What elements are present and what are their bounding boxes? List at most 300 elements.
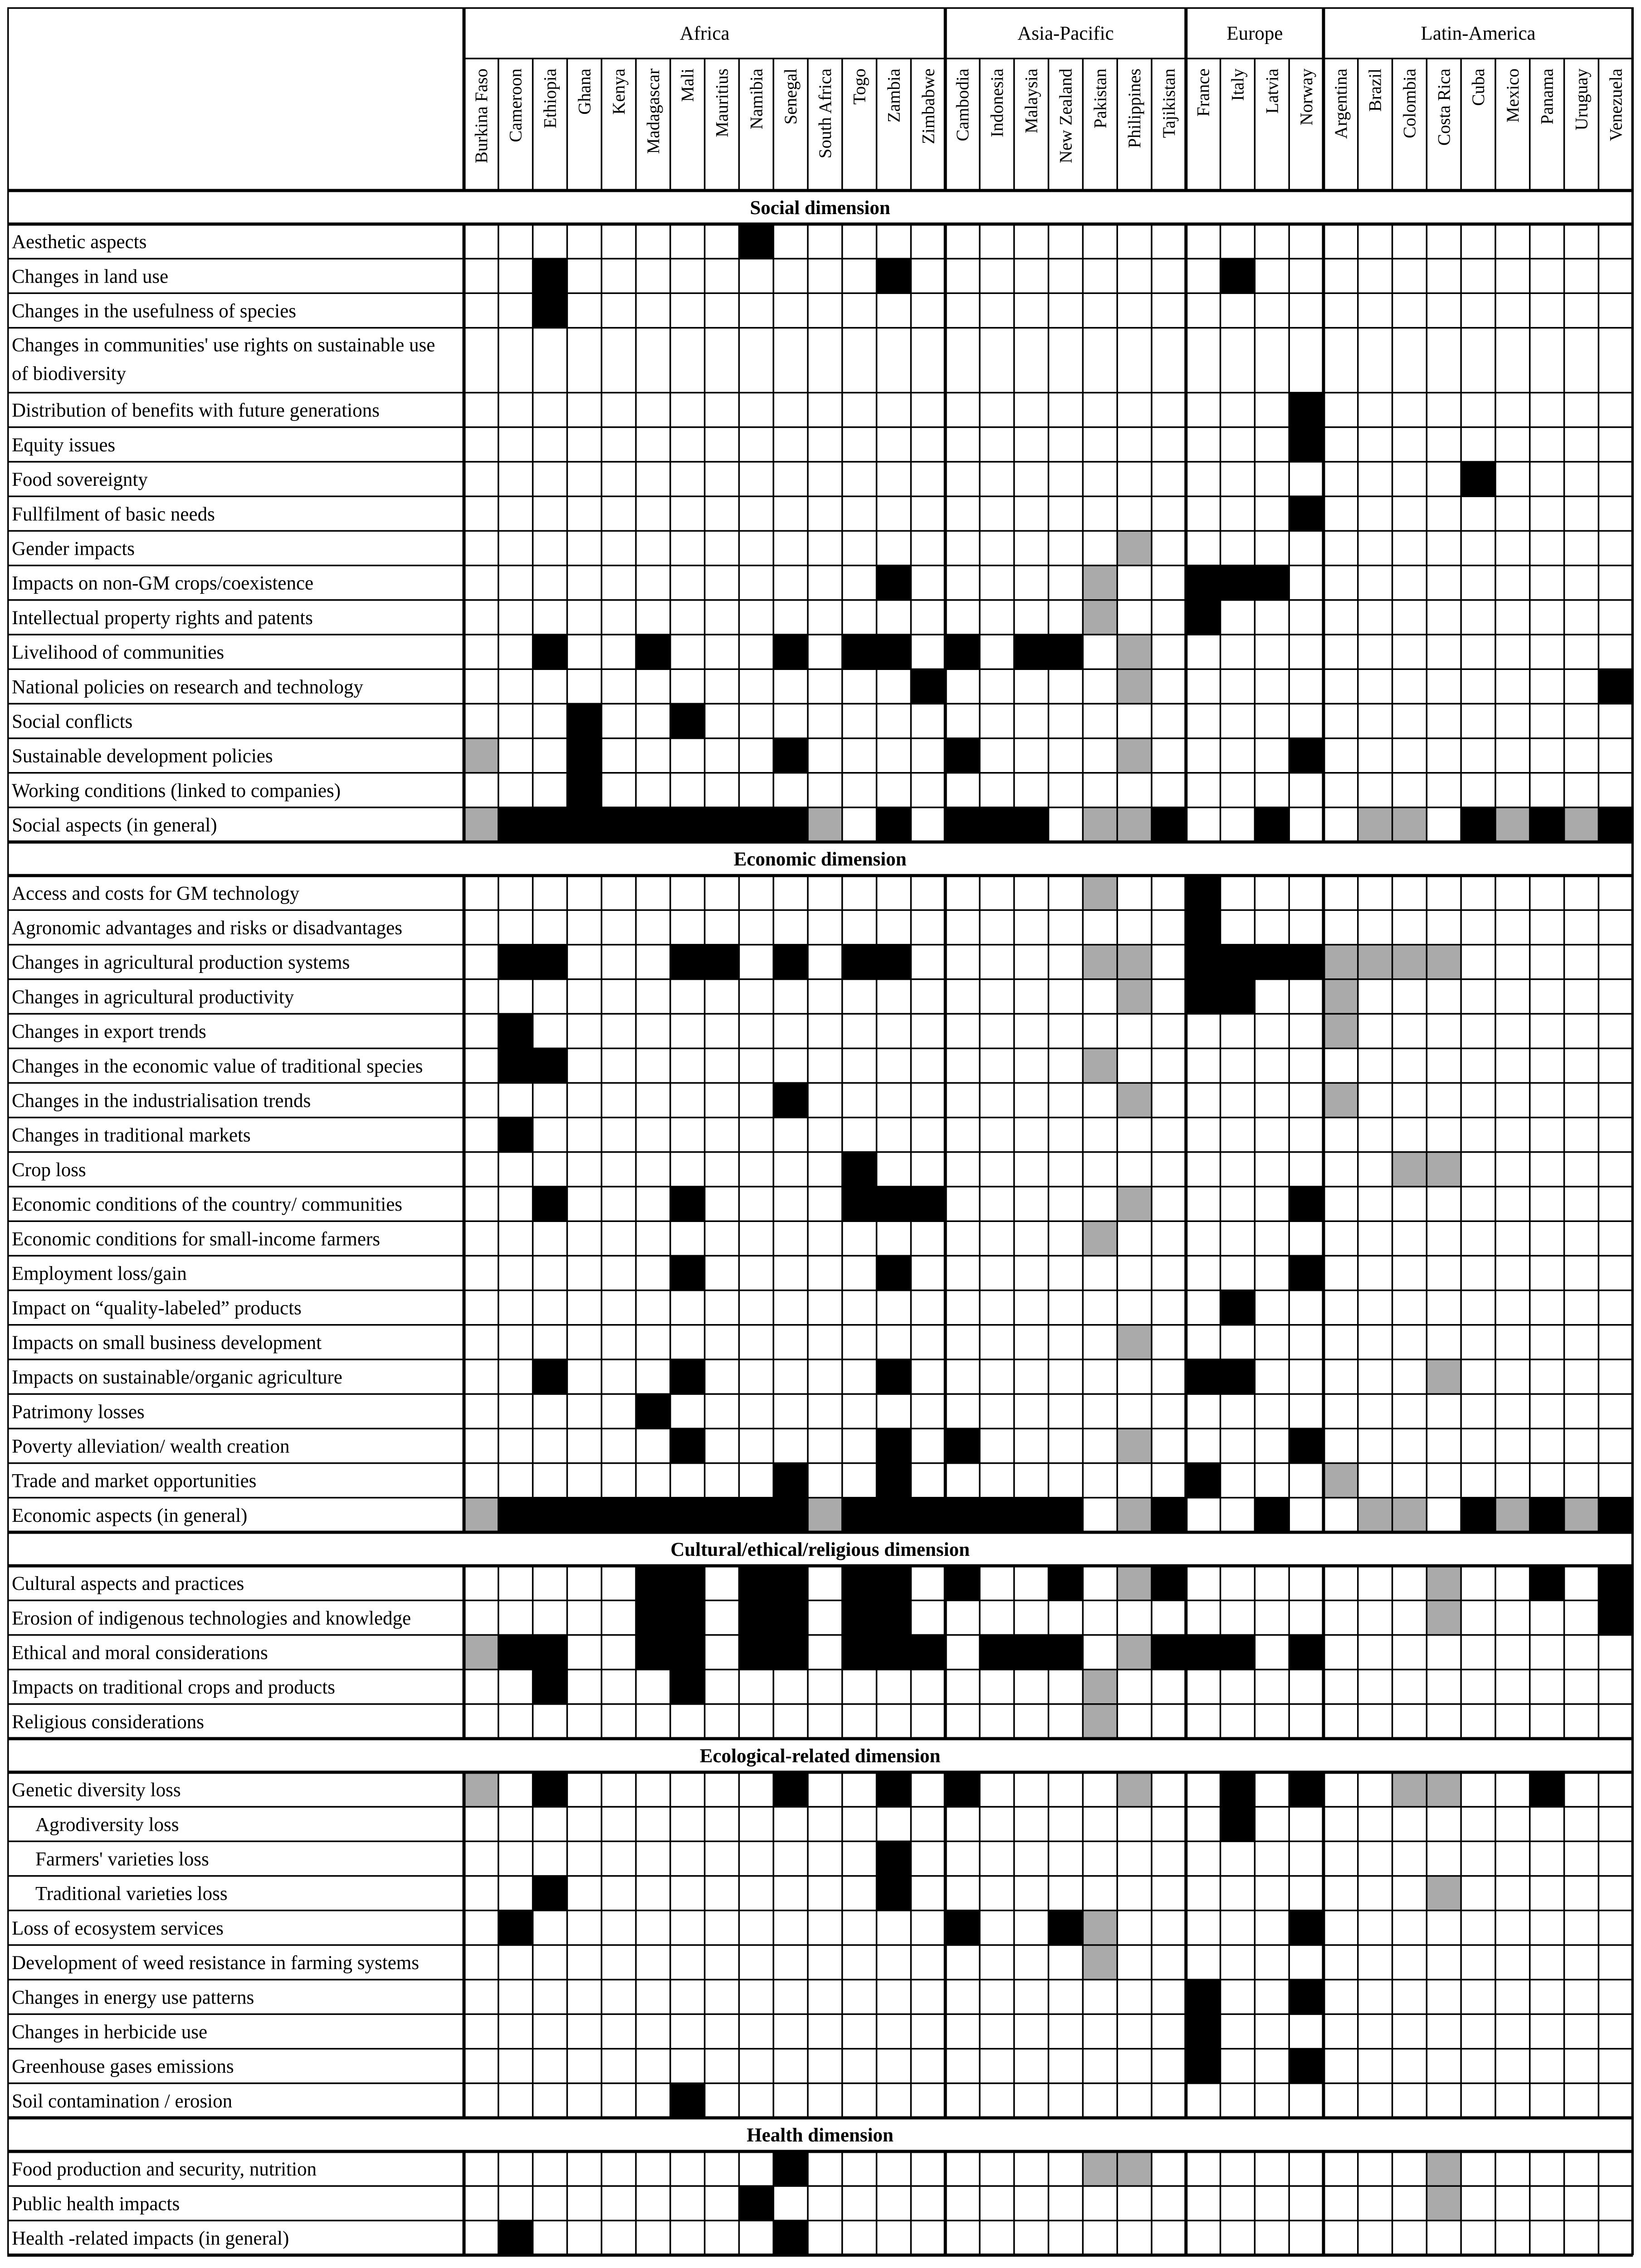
country-label: Venezuela (1606, 68, 1626, 142)
matrix-cell (945, 1772, 980, 1807)
matrix-cell (773, 1772, 808, 1807)
matrix-cell (1461, 1498, 1495, 1532)
matrix-cell (1117, 807, 1152, 842)
country-label: Mauritius (712, 68, 732, 137)
matrix-cell (877, 1772, 911, 1807)
row-label (12, 335, 435, 385)
matrix-cell (670, 704, 705, 738)
matrix-cell (877, 1463, 911, 1498)
matrix-cell (842, 1600, 877, 1635)
row-label: Agronomic advantages and risks or disadvantages (12, 917, 402, 939)
matrix-cell (842, 1187, 877, 1221)
matrix-cell (498, 1014, 533, 1048)
matrix-cell (567, 738, 601, 773)
row-label: Changes in traditional markets (12, 1124, 251, 1146)
matrix-cell (670, 1566, 705, 1600)
matrix-cell (877, 1841, 911, 1876)
matrix-cell (1255, 1498, 1289, 1532)
matrix-cell (1083, 807, 1117, 842)
row-label: Impact on “quality-labeled” products (12, 1297, 302, 1319)
matrix-cell (877, 1187, 911, 1221)
matrix-cell (1083, 1670, 1117, 1704)
matrix-cell (636, 1600, 670, 1635)
row-label: Religious considerations (12, 1711, 204, 1733)
matrix-cell (1049, 1498, 1083, 1532)
matrix-cell (773, 738, 808, 773)
region-label: Asia-Pacific (1017, 23, 1114, 44)
row-label: Gender impacts (12, 538, 135, 560)
matrix-cell (911, 1498, 945, 1532)
row-label: Cultural aspects and practices (12, 1573, 244, 1595)
matrix-cell (636, 635, 670, 669)
matrix-cell (1186, 1980, 1221, 2014)
matrix-cell (1426, 1876, 1461, 1911)
matrix-cell (1221, 1290, 1255, 1325)
matrix-cell (533, 1187, 567, 1221)
matrix-cell (498, 807, 533, 842)
row-label: Social conflicts (12, 711, 133, 733)
matrix-cell (945, 1911, 980, 1945)
matrix-cell (1083, 566, 1117, 600)
matrix-cell (1049, 1911, 1083, 1945)
row-label: Soil contamination / erosion (12, 2090, 233, 2112)
matrix-cell (1083, 2151, 1117, 2186)
row-label: Changes in energy use patterns (12, 1987, 254, 2009)
matrix-cell (1289, 738, 1324, 773)
matrix-cell (1049, 1635, 1083, 1669)
row-label: Food sovereignty (12, 469, 148, 491)
matrix-cell (670, 1635, 705, 1669)
country-label: Togo (850, 68, 869, 105)
matrix-cell (567, 704, 601, 738)
matrix-cell (1186, 945, 1221, 979)
matrix-cell (1083, 1945, 1117, 1980)
row-label: Farmers' varieties loss (35, 1848, 209, 1870)
matrix-cell (636, 1566, 670, 1600)
row-label: Fullfilment of basic needs (12, 503, 215, 525)
row-label: Loss of ecosystem services (12, 1917, 224, 1939)
row-label: Changes in land use (12, 266, 169, 288)
country-label: Indonesia (987, 68, 1007, 137)
matrix-cell (877, 1600, 911, 1635)
matrix-cell (842, 1498, 877, 1532)
matrix-cell (670, 2083, 705, 2118)
matrix-cell (1324, 1463, 1358, 1498)
matrix-cell (498, 2220, 533, 2255)
matrix-cell (842, 1635, 877, 1669)
country-label: Costa Rica (1434, 68, 1454, 146)
matrix-cell (877, 1566, 911, 1600)
matrix-cell (533, 807, 567, 842)
row-label: Working conditions (linked to companies) (12, 780, 341, 802)
matrix-cell (911, 669, 945, 704)
matrix-cell (1289, 1635, 1324, 1669)
country-label: Zimbabwe (918, 68, 938, 144)
row-label: Changes in agricultural production systems (12, 952, 350, 973)
country-label: Ethiopia (540, 68, 560, 129)
matrix-cell (533, 635, 567, 669)
matrix-cell (1186, 979, 1221, 1014)
row-label: Agrodiversity loss (35, 1814, 179, 1836)
matrix-cell (705, 807, 739, 842)
matrix-cell (877, 945, 911, 979)
matrix-cell (1186, 1635, 1221, 1669)
matrix-cell (1117, 1635, 1152, 1669)
matrix-cell (1530, 1772, 1564, 1807)
matrix-cell (1392, 945, 1427, 979)
matrix-cell (842, 1566, 877, 1600)
matrix-cell (1083, 875, 1117, 910)
matrix-cell (1117, 979, 1152, 1014)
matrix-cell (1186, 2049, 1221, 2083)
matrix-cell (1117, 1772, 1152, 1807)
matrix-cell (739, 1635, 773, 1669)
matrix-cell (533, 259, 567, 293)
row-label: Economic aspects (in general) (12, 1505, 248, 1526)
matrix-cell (1186, 2014, 1221, 2048)
matrix-cell (842, 635, 877, 669)
matrix-cell (1324, 945, 1358, 979)
matrix-cell (1221, 1807, 1255, 1841)
matrix-cell (533, 1635, 567, 1669)
matrix-cell (705, 1498, 739, 1532)
matrix-cell (1014, 1635, 1049, 1669)
matrix-cell (1014, 807, 1049, 842)
country-label: Madagascar (643, 68, 663, 154)
matrix-cell (945, 807, 980, 842)
country-label: Brazil (1365, 68, 1385, 112)
matrix-cell (636, 1394, 670, 1428)
matrix-cell (1530, 807, 1564, 842)
matrix-cell (1255, 945, 1289, 979)
matrix-cell (670, 1670, 705, 1704)
matrix-cell (1461, 462, 1495, 496)
matrix-cell (636, 1498, 670, 1532)
matrix-cell (1014, 1498, 1049, 1532)
row-label-line-2: of biodiversity (12, 363, 126, 385)
country-label: Latvia (1262, 68, 1282, 114)
matrix-cell (1221, 1635, 1255, 1669)
matrix-cell (1358, 1498, 1392, 1532)
matrix-cell (1426, 1566, 1461, 1600)
matrix-cell (1186, 1359, 1221, 1394)
matrix-cell (533, 1772, 567, 1807)
matrix-cell (464, 1635, 498, 1669)
matrix-cell (670, 945, 705, 979)
matrix-cell (1221, 979, 1255, 1014)
matrix-cell (1117, 669, 1152, 704)
matrix-cell (1221, 1772, 1255, 1807)
row-label: Equity issues (12, 434, 116, 456)
row-label: Food production and security, nutrition (12, 2159, 317, 2180)
row-label: Changes in agricultural productivity (12, 986, 294, 1008)
matrix-cell (601, 1498, 636, 1532)
matrix-cell (1117, 1325, 1152, 1359)
matrix-cell (1289, 1428, 1324, 1463)
matrix-cell (670, 1256, 705, 1290)
row-label: Social aspects (in general) (12, 815, 217, 836)
matrix-cell (1358, 807, 1392, 842)
row-label: Changes in the usefulness of species (12, 300, 296, 322)
row-label: Changes in the industrialisation trends (12, 1090, 311, 1112)
matrix-cell (1530, 1498, 1564, 1532)
matrix-cell (808, 1498, 842, 1532)
matrix-cell (1289, 1772, 1324, 1807)
matrix-cell (1117, 1428, 1152, 1463)
matrix-cell (1289, 1187, 1324, 1221)
row-label: Sustainable development policies (12, 745, 273, 767)
matrix-cell (1083, 1704, 1117, 1739)
matrix-cell (1117, 945, 1152, 979)
row-label: Public health impacts (12, 2193, 180, 2215)
matrix-cell (1324, 979, 1358, 1014)
row-label: Impacts on sustainable/organic agriculture (12, 1367, 342, 1388)
matrix-cell (1598, 1600, 1633, 1635)
matrix-cell (1117, 1566, 1152, 1600)
matrix-cell (1324, 1083, 1358, 1117)
matrix-cell (1117, 1083, 1152, 1117)
matrix-grid (7, 7, 1634, 2268)
matrix-cell (636, 807, 670, 842)
matrix-cell (1083, 600, 1117, 635)
country-label: Zambia (884, 68, 904, 123)
region-label: Latin-America (1421, 23, 1536, 44)
matrix-cell (1392, 1772, 1427, 1807)
matrix-cell (1117, 635, 1152, 669)
region-label: Europe (1226, 23, 1283, 44)
row-label: Health -related impacts (in general) (12, 2228, 289, 2249)
row-label: Changes in herbicide use (12, 2021, 208, 2043)
matrix-cell (670, 1428, 705, 1463)
matrix-cell (567, 773, 601, 807)
matrix-cell (1426, 2151, 1461, 2186)
section-title: Social dimension (750, 197, 890, 219)
matrix-cell (1083, 945, 1117, 979)
matrix-cell (533, 293, 567, 327)
matrix-cell (1186, 566, 1221, 600)
matrix-cell (1289, 496, 1324, 531)
matrix-cell (1152, 807, 1186, 842)
matrix-cell (705, 945, 739, 979)
row-label: Livelihood of communities (12, 642, 225, 664)
matrix-cell (911, 1635, 945, 1669)
matrix-cell (533, 945, 567, 979)
matrix-cell (877, 1359, 911, 1394)
matrix-cell (1289, 393, 1324, 427)
matrix-cell (1426, 945, 1461, 979)
matrix-cell (567, 1498, 601, 1532)
row-label: National policies on research and technology (12, 676, 363, 698)
country-label: Cameroon (506, 68, 526, 142)
matrix-cell (1186, 910, 1221, 944)
matrix-cell (533, 1048, 567, 1083)
matrix-cell (739, 224, 773, 259)
matrix-cell (1289, 1980, 1324, 2014)
matrix-cell (1289, 945, 1324, 979)
matrix-cell (1014, 635, 1049, 669)
row-label: Impacts on small business development (12, 1332, 322, 1354)
matrix-cell (1564, 807, 1599, 842)
matrix-cell (877, 1256, 911, 1290)
matrix-cell (533, 1498, 567, 1532)
impact-matrix-table (7, 7, 1634, 2268)
country-label: Kenya (609, 68, 629, 115)
row-label: Impacts on traditional crops and products (12, 1677, 335, 1698)
matrix-cell (498, 945, 533, 979)
row-label: Changes in the economic value of traditional species (12, 1056, 423, 1077)
matrix-cell (739, 1498, 773, 1532)
matrix-cell (498, 1911, 533, 1945)
matrix-cell (1152, 1566, 1186, 1600)
matrix-cell (1598, 807, 1633, 842)
matrix-cell (773, 2151, 808, 2186)
matrix-cell (945, 1566, 980, 1600)
matrix-cell (1598, 1498, 1633, 1532)
row-label: Access and costs for GM technology (12, 883, 300, 904)
matrix-cell (1117, 738, 1152, 773)
matrix-cell (1289, 1256, 1324, 1290)
matrix-cell (773, 1463, 808, 1498)
matrix-cell (1083, 1048, 1117, 1083)
matrix-cell (1495, 807, 1530, 842)
matrix-cell (1392, 807, 1427, 842)
matrix-cell (1461, 807, 1495, 842)
matrix-cell (1186, 600, 1221, 635)
row-label: Trade and market opportunities (12, 1470, 257, 1492)
row-label-line-1: Changes in communities' use rights on sustainable use (12, 334, 435, 356)
country-label: Pakistan (1090, 68, 1110, 129)
row-label: Distribution of benefits with future generations (12, 400, 380, 421)
country-label: South Africa (815, 68, 835, 159)
country-label: Italy (1228, 68, 1248, 101)
matrix-cell (877, 635, 911, 669)
country-label: Panama (1537, 68, 1557, 125)
matrix-cell (877, 566, 911, 600)
country-label: Argentina (1331, 68, 1351, 139)
matrix-cell (1426, 2186, 1461, 2220)
matrix-cell (1117, 1498, 1152, 1532)
row-label: Crop loss (12, 1159, 86, 1181)
matrix-cell (1426, 1772, 1461, 1807)
matrix-cell (1426, 1359, 1461, 1394)
matrix-cell (980, 1498, 1014, 1532)
matrix-cell (739, 807, 773, 842)
country-label: Burkina Faso (471, 68, 491, 164)
country-label: Senegal (781, 68, 801, 125)
matrix-cell (1221, 566, 1255, 600)
matrix-cell (773, 945, 808, 979)
country-label: Mexico (1503, 68, 1523, 123)
matrix-cell (1358, 945, 1392, 979)
matrix-cell (1152, 1498, 1186, 1532)
matrix-cell (1049, 1566, 1083, 1600)
matrix-cell (877, 1635, 911, 1669)
matrix-cell (1221, 945, 1255, 979)
matrix-cell (533, 1670, 567, 1704)
matrix-cell (1289, 2049, 1324, 2083)
matrix-cell (464, 1772, 498, 1807)
matrix-cell (980, 807, 1014, 842)
matrix-cell (877, 1428, 911, 1463)
matrix-cell (670, 1600, 705, 1635)
region-label: Africa (679, 23, 730, 44)
matrix-cell (1392, 1498, 1427, 1532)
matrix-cell (842, 1152, 877, 1187)
country-label: Cambodia (953, 68, 973, 142)
matrix-cell (739, 1600, 773, 1635)
matrix-cell (498, 1048, 533, 1083)
section-title: Cultural/ethical/religious dimension (670, 1539, 970, 1560)
section-title: Economic dimension (733, 849, 907, 870)
row-label: Impacts on non-GM crops/coexistence (12, 572, 314, 594)
matrix-cell (739, 1566, 773, 1600)
matrix-cell (498, 1635, 533, 1669)
section-title: Ecological-related dimension (699, 1745, 941, 1767)
matrix-cell (877, 807, 911, 842)
row-label: Development of weed resistance in farming systems (12, 1952, 419, 1974)
matrix-cell (636, 1635, 670, 1669)
matrix-cell (464, 738, 498, 773)
country-label: Ghana (575, 68, 595, 115)
matrix-cell (1221, 259, 1255, 293)
row-label: Ethical and moral considerations (12, 1642, 268, 1664)
matrix-cell (1117, 531, 1152, 565)
matrix-cell (670, 1359, 705, 1394)
matrix-cell (1426, 1152, 1461, 1187)
matrix-cell (911, 1187, 945, 1221)
row-label: Erosion of indigenous technologies and knowledge (12, 1608, 411, 1629)
row-label: Patrimony losses (12, 1401, 145, 1423)
matrix-cell (1289, 1911, 1324, 1945)
matrix-cell (773, 1498, 808, 1532)
row-label: Economic conditions for small-income farmers (12, 1228, 380, 1250)
matrix-cell (842, 945, 877, 979)
matrix-cell (1221, 1359, 1255, 1394)
matrix-cell (1186, 875, 1221, 910)
matrix-cell (1426, 1600, 1461, 1635)
matrix-cell (1530, 1566, 1564, 1600)
matrix-cell (877, 1876, 911, 1911)
country-label: Mali (678, 68, 698, 102)
matrix-cell (1255, 566, 1289, 600)
country-label: Philippines (1125, 68, 1145, 148)
matrix-cell (533, 1359, 567, 1394)
matrix-cell (739, 2186, 773, 2220)
row-label: Economic conditions of the country/ communities (12, 1194, 403, 1216)
country-label: Namibia (747, 68, 767, 130)
matrix-cell (1324, 1014, 1358, 1048)
country-label: Norway (1297, 68, 1317, 126)
matrix-cell (1049, 635, 1083, 669)
matrix-cell (670, 1187, 705, 1221)
matrix-cell (1392, 1152, 1427, 1187)
matrix-cell (464, 1498, 498, 1532)
matrix-cell (877, 259, 911, 293)
country-label: New Zealand (1056, 68, 1076, 163)
matrix-cell (464, 807, 498, 842)
matrix-cell (567, 807, 601, 842)
matrix-cell (498, 1498, 533, 1532)
country-label: Tajikistan (1159, 68, 1179, 138)
row-label: Genetic diversity loss (12, 1779, 181, 1801)
country-label: Malaysia (1021, 68, 1041, 133)
matrix-cell (773, 1600, 808, 1635)
matrix-cell (1289, 427, 1324, 462)
country-label: Colombia (1400, 68, 1420, 138)
row-label: Greenhouse gases emissions (12, 2056, 234, 2077)
matrix-cell (773, 1566, 808, 1600)
matrix-cell (945, 1498, 980, 1532)
